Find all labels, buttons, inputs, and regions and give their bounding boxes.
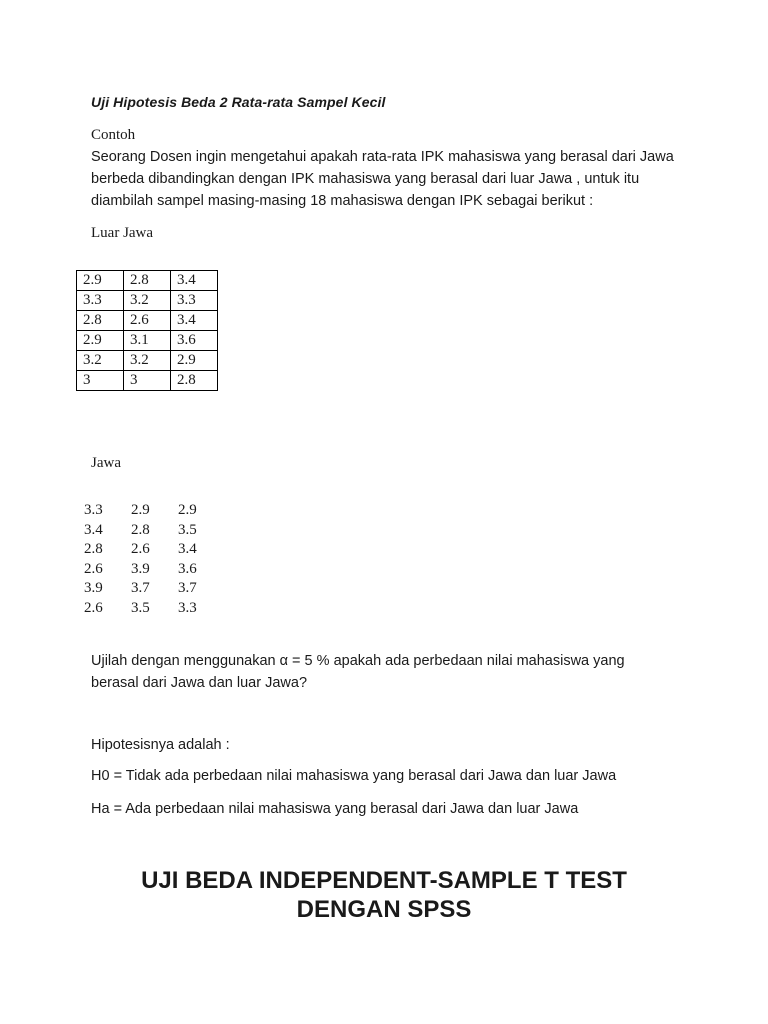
table-cell: 3.2	[77, 351, 124, 371]
jawa-data-grid	[84, 501, 225, 619]
data-value: 2.9	[131, 502, 150, 518]
data-value: 3.5	[178, 521, 197, 538]
data-value: 3.9	[131, 560, 150, 577]
table-cell: 3.3	[77, 291, 124, 311]
data-value: 3.3	[178, 599, 197, 616]
section-heading	[0, 866, 768, 924]
table-row	[77, 271, 218, 291]
list-item	[84, 579, 225, 599]
example-label: Contoh	[91, 127, 136, 143]
data-value: 3.5	[131, 599, 150, 616]
intro-line: Seorang Dosen ingin mengetahui apakah rata-rata IPK mahasiswa yang berasal dari Jawa	[91, 149, 674, 165]
jawa-label: Jawa	[91, 455, 121, 471]
table-cell: 3.2	[124, 291, 171, 311]
data-value: 2.9	[178, 502, 197, 518]
table-row	[77, 291, 218, 311]
data-value: 2.8	[131, 521, 150, 538]
table-cell: 3.4	[171, 271, 218, 291]
list-item	[84, 501, 225, 521]
data-value: 2.6	[84, 560, 103, 577]
table-cell: 2.8	[171, 371, 218, 391]
data-value: 3.4	[178, 541, 197, 558]
table-cell: 3.4	[171, 311, 218, 331]
document-title: Uji Hipotesis Beda 2 Rata-rata Sampel Kecil	[91, 94, 386, 110]
table-row	[77, 351, 218, 371]
table-cell: 2.9	[171, 351, 218, 371]
data-value: 2.6	[84, 599, 103, 616]
intro-line: berbeda dibandingkan dengan IPK mahasiswa yang berasal dari luar Jawa , untuk itu	[91, 171, 640, 187]
list-item	[84, 540, 225, 560]
heading-line: DENGAN SPSS	[296, 896, 472, 923]
question-line: berasal dari Jawa dan luar Jawa?	[91, 675, 308, 691]
data-value: 2.8	[84, 541, 103, 558]
heading-line: UJI BEDA INDEPENDENT-SAMPLE T TEST	[141, 867, 627, 894]
list-item	[84, 521, 225, 541]
list-item	[84, 599, 225, 619]
null-hypothesis: H0 = Tidak ada perbedaan nilai mahasiswa yang berasal dari Jawa dan luar Jawa	[91, 768, 617, 784]
table-cell: 3.1	[124, 331, 171, 351]
table-cell: 2.9	[77, 331, 124, 351]
data-value: 3.7	[178, 580, 197, 597]
intro-paragraph	[91, 146, 731, 212]
data-value: 3.9	[84, 580, 103, 597]
table-row	[77, 371, 218, 391]
data-value: 3.3	[84, 502, 103, 518]
data-value: 3.7	[131, 580, 150, 597]
table-row	[77, 331, 218, 351]
table-row	[77, 311, 218, 331]
table-cell: 3.2	[124, 351, 171, 371]
table-cell: 2.8	[124, 271, 171, 291]
table-cell: 2.6	[124, 311, 171, 331]
luar-jawa-table	[76, 270, 218, 391]
list-item	[84, 560, 225, 580]
alternative-hypothesis: Ha = Ada perbedaan nilai mahasiswa yang berasal dari Jawa dan luar Jawa	[91, 801, 579, 817]
data-value: 3.4	[84, 521, 103, 538]
intro-line: diambilah sampel masing-masing 18 mahasiswa dengan IPK sebagai berikut :	[91, 193, 594, 209]
table-cell: 3.6	[171, 331, 218, 351]
table-cell: 3	[77, 371, 124, 391]
data-value: 2.6	[131, 541, 150, 558]
luar-jawa-label: Luar Jawa	[91, 225, 154, 241]
question-paragraph	[91, 650, 711, 694]
table-cell: 2.8	[77, 311, 124, 331]
hypothesis-label: Hipotesisnya adalah :	[91, 737, 230, 753]
table-cell: 3.3	[171, 291, 218, 311]
question-line: Ujilah dengan menggunakan α = 5 % apakah ada perbedaan nilai mahasiswa yang	[91, 653, 625, 669]
table-cell: 2.9	[77, 271, 124, 291]
data-value: 3.6	[178, 560, 197, 577]
table-cell: 3	[124, 371, 171, 391]
